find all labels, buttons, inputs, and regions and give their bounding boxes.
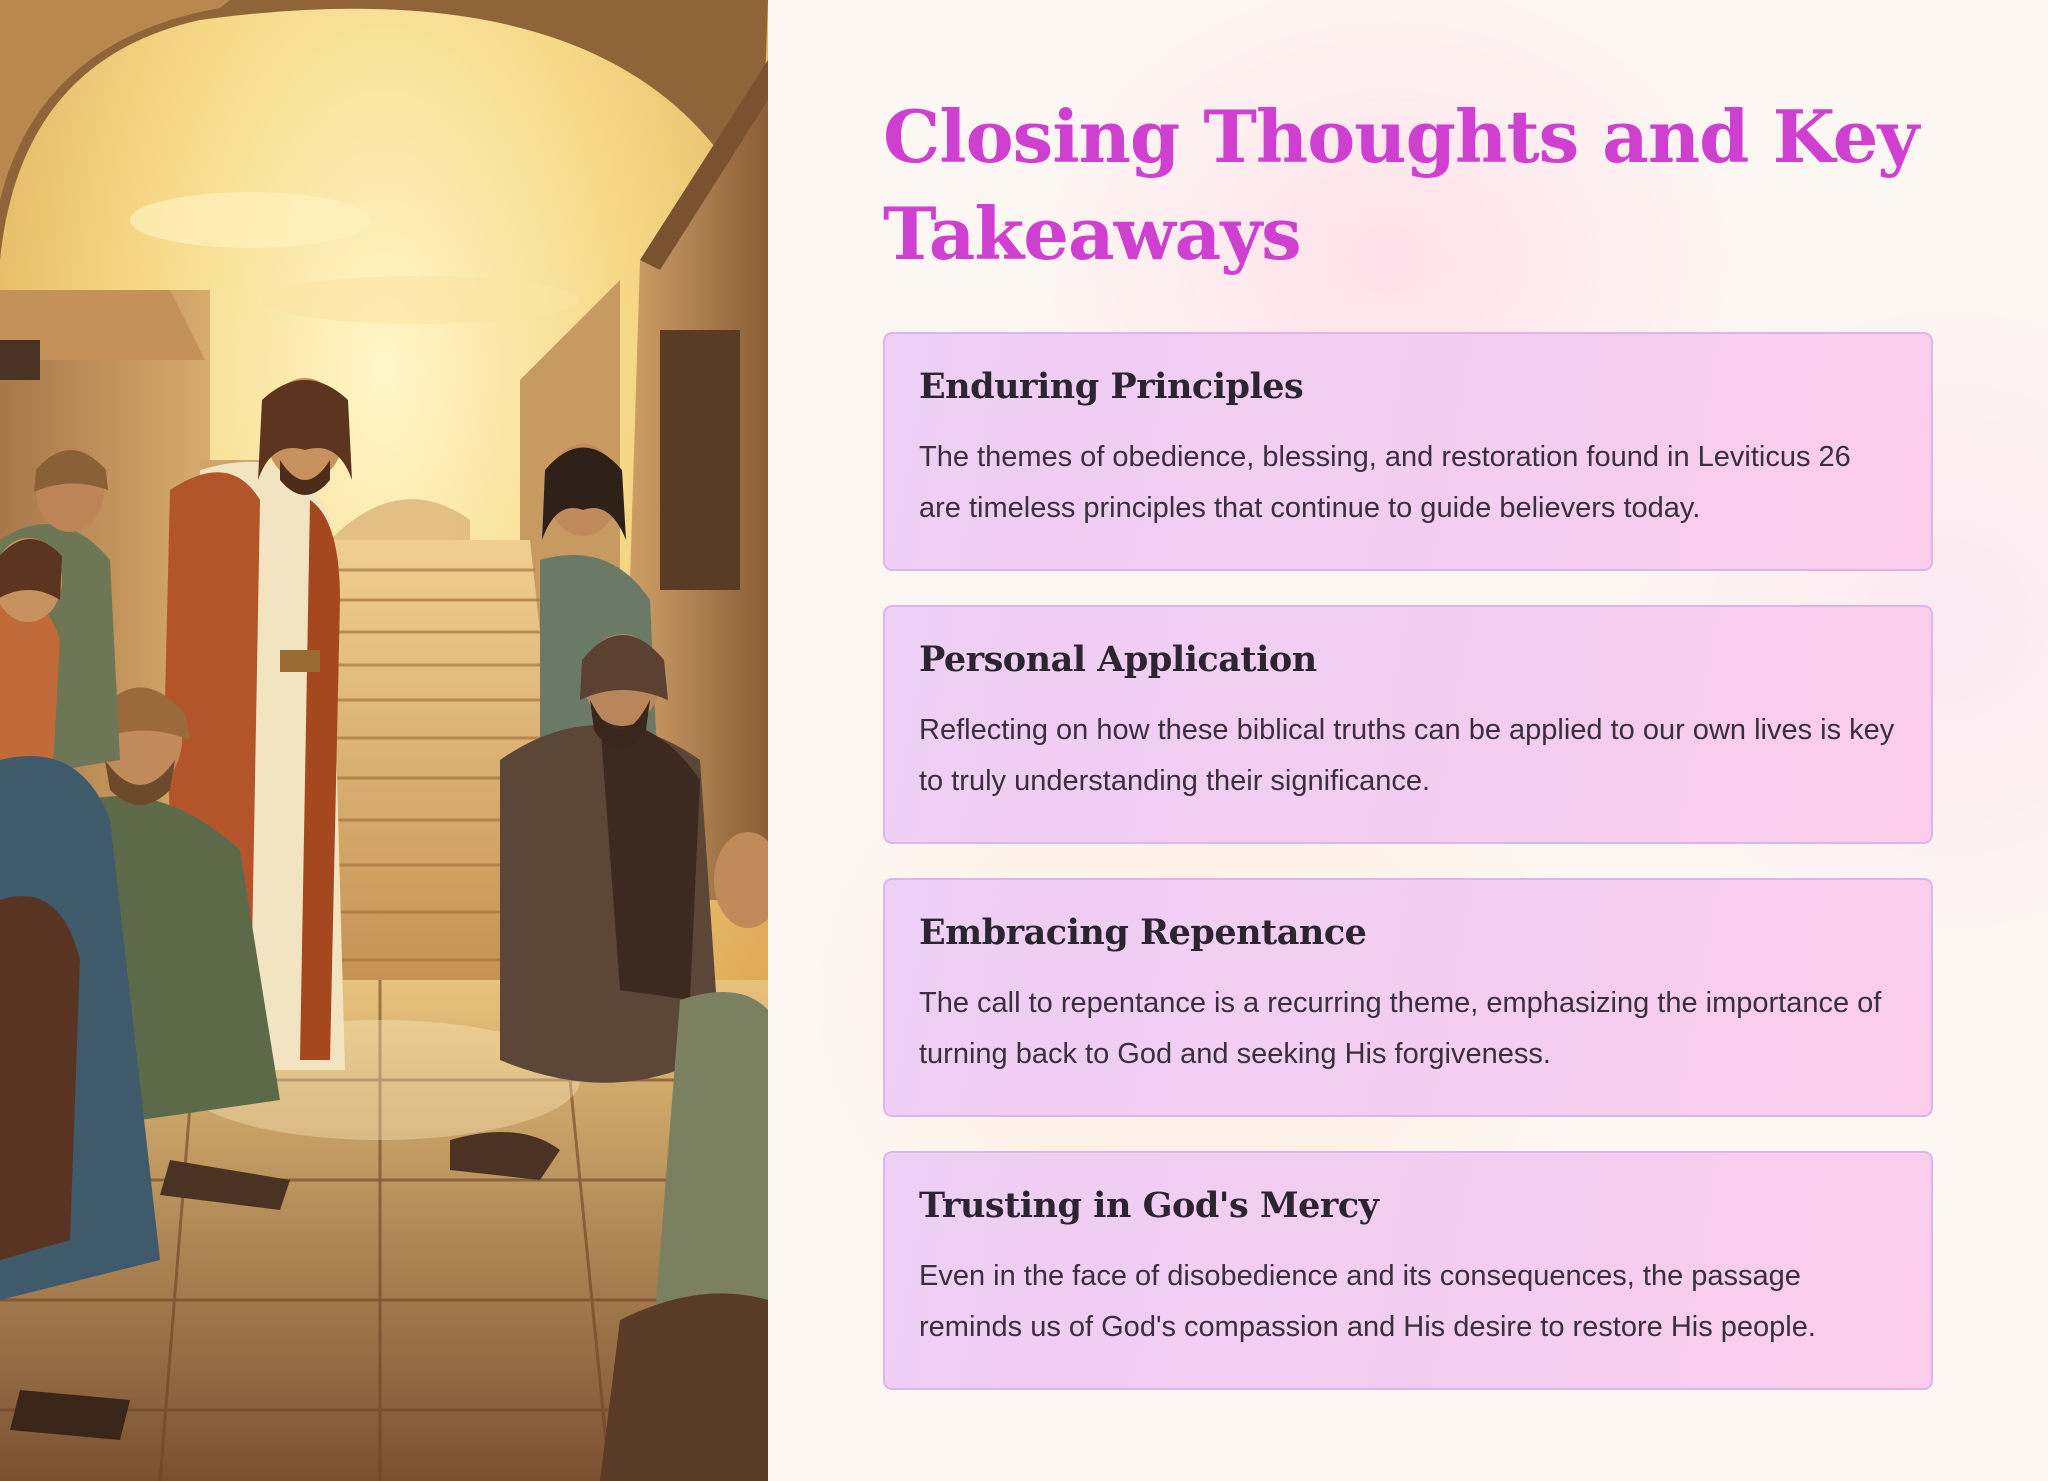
takeaway-card <box>883 332 1933 571</box>
takeaway-card <box>883 605 1933 844</box>
takeaway-card <box>883 878 1933 1117</box>
card-body: The call to repentance is a recurring theme, emphasizing the importance of turning back to God and seeking His forgiveness. <box>919 987 1882 1070</box>
card-title: Enduring Principles <box>919 366 1304 407</box>
takeaway-card-list <box>883 332 1933 1424</box>
illustration-image <box>0 0 768 1481</box>
page-title: Closing Thoughts and Key Takeaways <box>883 94 1919 276</box>
card-title: Personal Application <box>919 639 1317 680</box>
takeaway-card <box>883 1151 1933 1390</box>
card-body: The themes of obedience, blessing, and restoration found in Leviticus 26 are timeless principles that continue to guide believers today. <box>919 441 1851 524</box>
card-title: Trusting in God's Mercy <box>919 1185 1379 1226</box>
card-body: Even in the face of disobedience and its consequences, the passage reminds us of God's compassion and His desire to restore His people. <box>919 1260 1816 1343</box>
card-title: Embracing Repentance <box>919 912 1367 953</box>
card-body: Reflecting on how these biblical truths can be applied to our own lives is key to truly understanding their significance. <box>919 714 1895 797</box>
